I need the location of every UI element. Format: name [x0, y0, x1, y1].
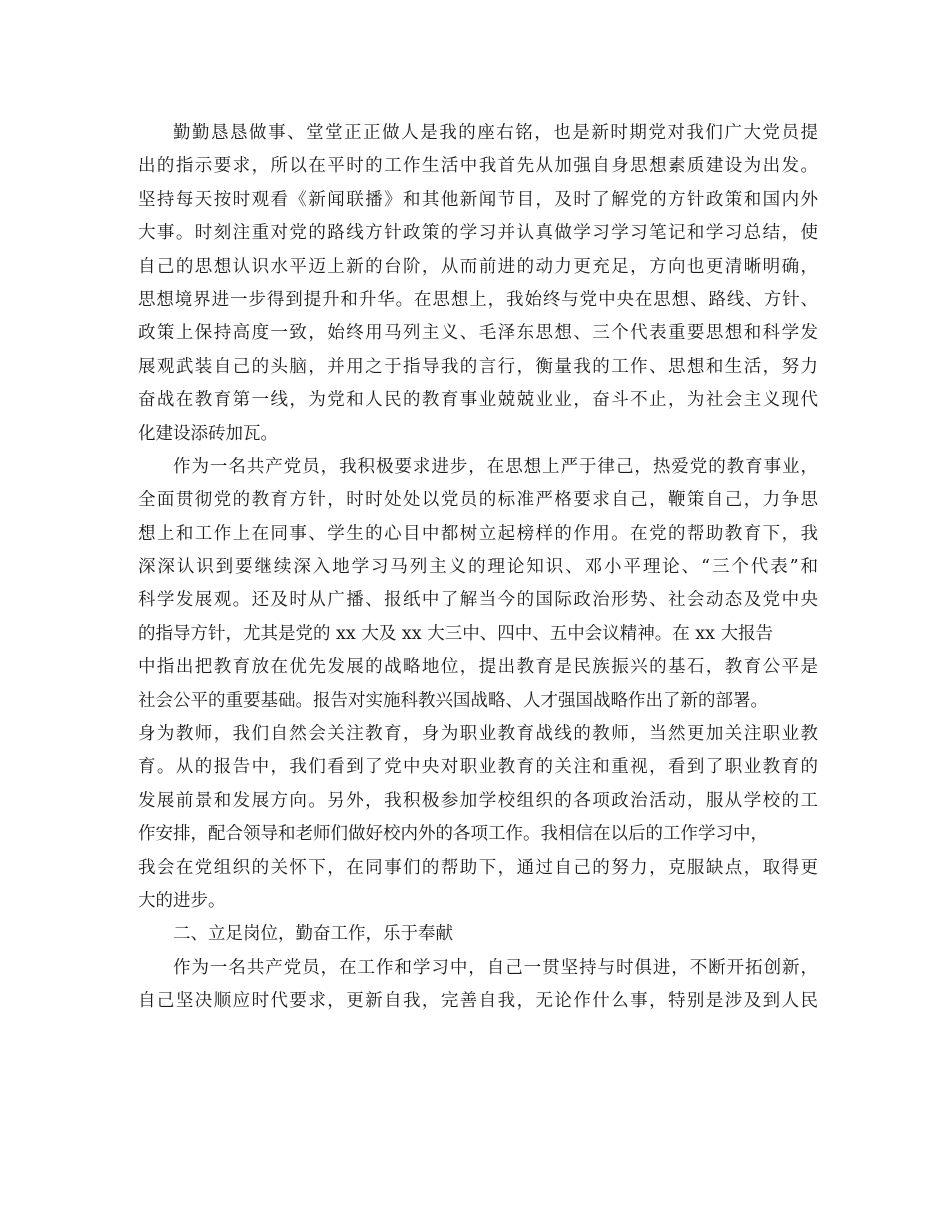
paragraph-2-line-7: 中指出把教育放在优先发展的战略地位，提出教育是民族振兴的基石，教育公平是: [138, 657, 818, 678]
paragraph-1-line-10: 化建设添砖加瓦。: [138, 423, 278, 444]
paragraph-2-line-5: 科学发展观。还及时从广播、报纸中了解当今的国际政治形势、社会动态及党中央: [138, 590, 818, 611]
paragraph-2-line-3: 想上和工作上在同事、学生的心目中都树立起榜样的作用。在党的帮助教育下，我: [138, 523, 818, 544]
document-body: [138, 117, 818, 1019]
paragraph-1-line-8: 展观武装自己的头脑，并用之于指导我的言行，衡量我的工作、思想和生活，努力: [138, 356, 818, 377]
paragraph-1-line-4: 大事。时刻注重对党的路线方针政策的学习并认真做学习学习笔记和学习总结，使: [138, 223, 818, 244]
section-heading: 二、立足岗位，勤奋工作，乐于奉献: [173, 924, 453, 945]
paragraph-2-line-13: 我会在党组织的关怀下，在同事们的帮助下，通过自己的努力，克服缺点，取得更: [138, 857, 818, 878]
paragraph-1-line-9: 奋战在教育第一线，为党和人民的教育事业兢兢业业，奋斗不止，为社会主义现代: [138, 390, 818, 411]
paragraph-1-line-7: 政策上保持高度一致，始终用马列主义、毛泽东思想、三个代表重要思想和科学发: [138, 323, 818, 344]
paragraph-1-line-2: 出的指示要求，所以在平时的工作生活中我首先从加强自身思想素质建设为出发。: [138, 156, 818, 177]
paragraph-2-line-8: 社会公平的重要基础。报告对实施科教兴国战略、人才强国战略作出了新的部署。: [138, 690, 768, 711]
paragraph-2-line-10: 育。从的报告中，我们看到了党中央对职业教育的关注和重视，看到了职业教育的: [138, 757, 818, 778]
paragraph-2-line-1: 作为一名共产党员，我积极要求进步，在思想上严于律己，热爱党的教育事业，: [173, 456, 818, 477]
paragraph-2-line-11: 发展前景和发展方向。另外，我积极参加学校组织的各项政治活动，服从学校的工: [138, 790, 818, 811]
paragraph-3-line-1: 作为一名共产党员，在工作和学习中，自己一贯坚持与时俱进，不断开拓创新，: [173, 957, 818, 978]
paragraph-2-line-14: 大的进步。: [138, 890, 226, 911]
paragraph-1-line-3: 坚持每天按时观看《新闻联播》和其他新闻节目，及时了解党的方针政策和国内外: [138, 189, 818, 210]
paragraph-1-line-6: 思想境界进一步得到提升和升华。在思想上，我始终与党中央在思想、路线、方针、: [138, 289, 818, 310]
paragraph-2-line-6: 的指导方针，尤其是党的 xx 大及 xx 大三中、四中、五中会议精神。在 xx 大报告: [138, 623, 774, 644]
paragraph-1-line-5: 自己的思想认识水平迈上新的台阶，从而前进的动力更充足，方向也更清晰明确，: [138, 256, 818, 277]
paragraph-3-line-2: 自己坚决顺应时代要求，更新自我，完善自我，无论作什么事，特别是涉及到人民: [138, 991, 818, 1012]
paragraph-2-line-12: 作安排，配合领导和老师们做好校内外的各项工作。我相信在以后的工作学习中，: [138, 824, 768, 845]
paragraph-1-line-1: 勤勤恳恳做事、堂堂正正做人是我的座右铭，也是新时期党对我们广大党员提: [173, 123, 818, 143]
paragraph-2-line-4: 深深认识到要继续深入地学习马列主义的理论知识、邓小平理论、“三个代表”和: [138, 557, 818, 578]
paragraph-2-line-9: 身为教师，我们自然会关注教育，身为职业教育战线的教师，当然更加关注职业教: [138, 724, 818, 745]
paragraph-2-line-2: 全面贯彻党的教育方针，时时处处以党员的标准严格要求自己，鞭策自己，力争思: [138, 490, 818, 511]
